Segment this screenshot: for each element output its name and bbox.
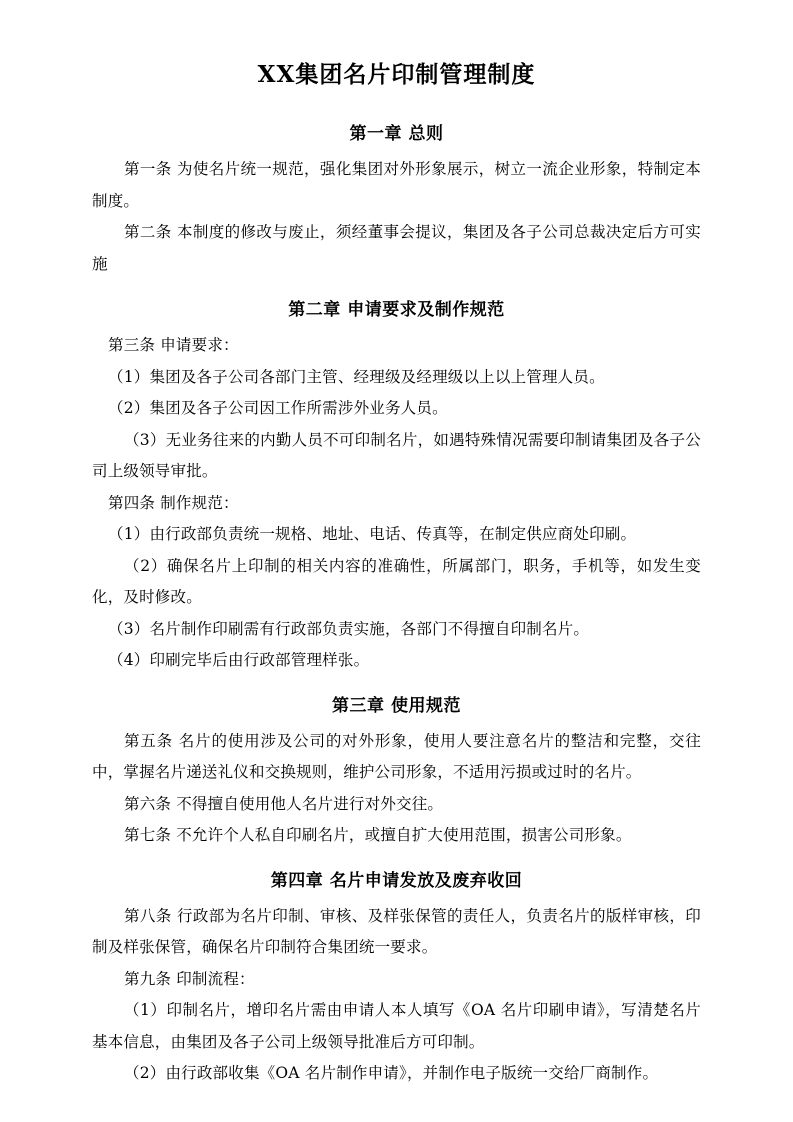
list-item: （1）集团及各子公司各部门主管、经理级及经理级以上以上管理人员。 [108, 367, 605, 386]
list-item: （2）集团及各子公司因工作所需涉外业务人员。 [108, 399, 448, 417]
article-paragraph: 第一条 为使名片统一规范，强化集团对外形象展示，树立一流企业形象，特制定本制度。 [92, 160, 701, 210]
article-paragraph: 第七条 不允许个人私自印刷名片，或擅自扩大使用范围，损害公司形象。 [124, 826, 632, 844]
list-item: （2）由行政部收集《OA 名片制作申请》，并制作电子版统一交给厂商制作。 [124, 1064, 659, 1082]
chapter-heading-4: 第四章 名片申请发放及废弃收回 [270, 870, 523, 891]
article-paragraph: 第三条 申请要求： [108, 336, 239, 354]
page-title: XX集团名片印制管理制度 [257, 61, 536, 88]
list-item: （1）印制名片，增印名片需由申请人本人填写《OA 名片印刷申请》，写清楚名片基本信息，由集团及各子公司上级领导批准后方可印制。 [92, 1001, 701, 1051]
article-paragraph: 第四条 制作规范： [108, 493, 239, 512]
list-item: （3）无业务往来的内勤人员不可印制名片，如遇特殊情况需要印制请集团及各子公司上级领导审批。 [92, 430, 701, 480]
chapter-heading-3: 第三章 使用规范 [332, 695, 461, 716]
article-paragraph: 第八条 行政部为名片印制、审核、及样张保管的责任人，负责名片的版样审核，印制及样张保管，确保名片印制符合集团统一要求。 [92, 906, 701, 956]
list-item: （1）由行政部负责统一规格、地址、电话、传真等，在制定供应商处印刷。 [108, 525, 637, 543]
article-paragraph: 第六条 不得擅自使用他人名片进行对外交往。 [124, 794, 444, 813]
article-paragraph: 第五条 名片的使用涉及公司的对外形象，使用人要注意名片的整洁和完整，交往中，掌握名片递送礼仪和交换规则，维护公司形象，不适用污损或过时的名片。 [92, 731, 701, 781]
chapter-heading-1: 第一章 总则 [349, 124, 444, 144]
list-item: （2）确保名片上印制的相关内容的准确性，所属部门，职务，手机等，如发生变化，及时修改。 [92, 556, 701, 606]
list-item: （3）名片制作印刷需有行政部负责实施，各部门不得擅自印制名片。 [108, 619, 590, 638]
list-item: （4）印刷完毕后由行政部管理样张。 [108, 651, 370, 669]
chapter-heading-2: 第二章 申请要求及制作规范 [288, 300, 505, 320]
article-paragraph: 第二条 本制度的修改与废止，须经董事会提议，集团及各子公司总裁决定后方可实施 [92, 223, 701, 273]
article-paragraph: 第九条 印制流程： [124, 969, 255, 988]
